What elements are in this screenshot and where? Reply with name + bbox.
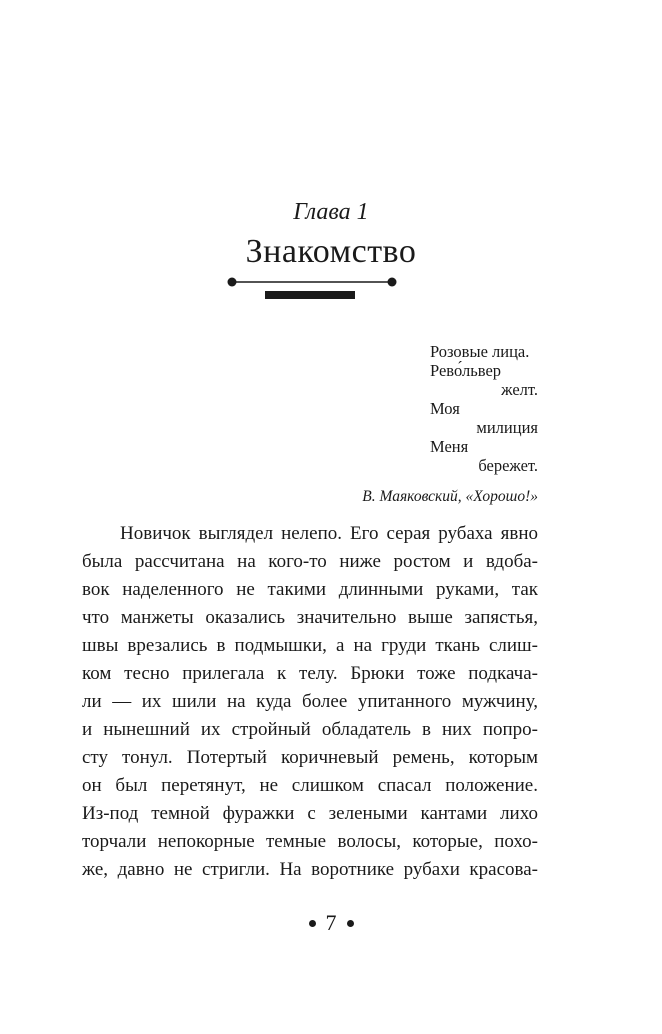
paragraph-line: вок наделенного не такими длинными руками, так [82, 579, 538, 600]
paragraph-line: была рассчитана на кого-то ниже ростом и вдоба- [82, 551, 538, 572]
epigraph-line: милиция [476, 418, 538, 437]
epigraph-line: Моя [430, 399, 460, 418]
page-number [0, 908, 662, 938]
epigraph-source: В. Маяковский, «Хорошо!» [362, 488, 538, 505]
page-number-value: 7 [325, 910, 337, 935]
paragraph-line: швы врезались в подмышки, а на груди ткань слиш- [82, 635, 538, 656]
chapter-title: Знакомство [245, 233, 417, 270]
paragraph-line: Новичок выглядел нелепо. Его серая рубаха явно [120, 523, 538, 544]
paragraph-line: он был перетянут, не слишком спасал положение. [82, 775, 538, 796]
epigraph-line: бережет. [478, 456, 538, 475]
chapter-ornament [222, 272, 402, 308]
paragraph-line: что манжеты оказались значительно выше запястья, [82, 607, 538, 628]
ornament-bar [265, 291, 355, 299]
epigraph [330, 342, 538, 507]
chapter-label: Глава 1 [293, 199, 369, 225]
epigraph-line: Рево́львер [430, 361, 502, 380]
paragraph-line: сту тонул. Потертый коричневый ремень, которым [82, 747, 538, 768]
paragraph-line: же, давно не стригли. На воротнике рубахи красова- [82, 859, 538, 880]
body-paragraph [82, 520, 538, 884]
paragraph-line: ком тесно прилегала к телу. Брюки тоже подкача- [82, 663, 538, 684]
paragraph-line: ли — их шили на куда более упитанного мужчину, [82, 691, 538, 712]
ornament-right-dot [388, 278, 397, 287]
epigraph-line: желт. [501, 380, 538, 399]
epigraph-line: Меня [430, 437, 469, 456]
paragraph-line: Из-под темной фуражки с зелеными кантами лихо [82, 803, 538, 824]
paragraph-line: и нынешний их стройный обладатель в них попро- [82, 719, 538, 740]
epigraph-line: Розовые лица. [430, 342, 530, 361]
bullet-icon [347, 920, 354, 927]
bullet-icon [309, 920, 316, 927]
paragraph-line: торчали непокорные темные волосы, которые, похо- [82, 831, 538, 852]
